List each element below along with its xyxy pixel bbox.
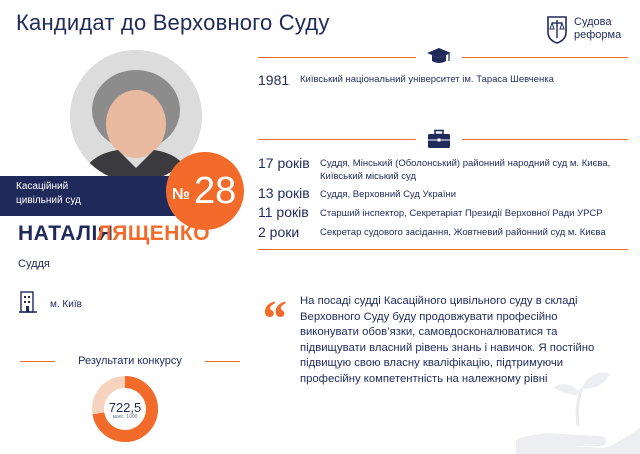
candidate-position: Суддя bbox=[18, 258, 50, 270]
career-years-1: 17 років bbox=[258, 155, 310, 171]
career-text-1: Суддя, Мінський (Оболонський) районний народний суд м. Києва, Київський міський суд bbox=[320, 158, 611, 182]
education-divider-left bbox=[258, 57, 416, 58]
number-sign: № bbox=[172, 186, 190, 203]
candidate-last-name: ЛЯЩЕНКО bbox=[97, 222, 211, 245]
building-icon bbox=[18, 290, 38, 314]
career-divider-right bbox=[462, 139, 628, 140]
results-score: 722,5 bbox=[108, 400, 142, 415]
education-institution: Київський національний університет ім. Тараса Шевченка bbox=[300, 74, 554, 85]
scales-shield-icon bbox=[546, 14, 568, 44]
career-text-3: Старший інспектор, Секретаріат Президії Верховної Ради УРСР bbox=[320, 208, 603, 219]
career-years-2: 13 років bbox=[258, 185, 310, 201]
candidate-city: м. Київ bbox=[50, 299, 82, 310]
briefcase-icon bbox=[426, 129, 452, 149]
logo[interactable] bbox=[546, 12, 636, 46]
hand-plant-icon bbox=[516, 354, 640, 454]
career-text-4: Секретар судового засідання, Жовтневий районний суд м. Києва bbox=[320, 227, 606, 238]
results-max: макс. 1000 bbox=[112, 414, 138, 420]
career-text-2: Суддя, Верховний Суд України bbox=[320, 189, 457, 200]
logo-line1: Судова bbox=[574, 16, 612, 28]
education-year: 1981 bbox=[258, 72, 290, 88]
quote-icon: “ bbox=[260, 291, 286, 348]
education-divider-right bbox=[462, 57, 628, 58]
results-title: Результати конкурсу bbox=[55, 355, 205, 367]
quote-divider bbox=[258, 249, 628, 250]
logo-line2: реформа bbox=[574, 29, 622, 41]
candidate-first-name: НАТАЛІЯ bbox=[18, 222, 114, 245]
graduation-cap-icon bbox=[426, 46, 452, 66]
candidate-number: 28 bbox=[194, 170, 237, 212]
court-line2: цивільний суд bbox=[16, 195, 81, 206]
career-years-3: 11 років bbox=[258, 204, 309, 220]
candidate-quote: На посаді судді Касаційного цивільного суду в складі Верховного Суду буду продовжувати професійно виконувати обов’язки, самовдосконалюватися та підвищувати власний рівень знань і навичок. Я постійно підвищую свою власну кваліфікацію, підтримуючи професійну компетентність на належному рівні bbox=[300, 295, 595, 385]
page-title: Кандидат до Верховного Суду bbox=[16, 10, 330, 35]
career-divider-left bbox=[258, 139, 416, 140]
court-label bbox=[16, 180, 96, 208]
career-years-4: 2 роки bbox=[258, 224, 300, 240]
court-line1: Касаційний bbox=[16, 181, 69, 192]
